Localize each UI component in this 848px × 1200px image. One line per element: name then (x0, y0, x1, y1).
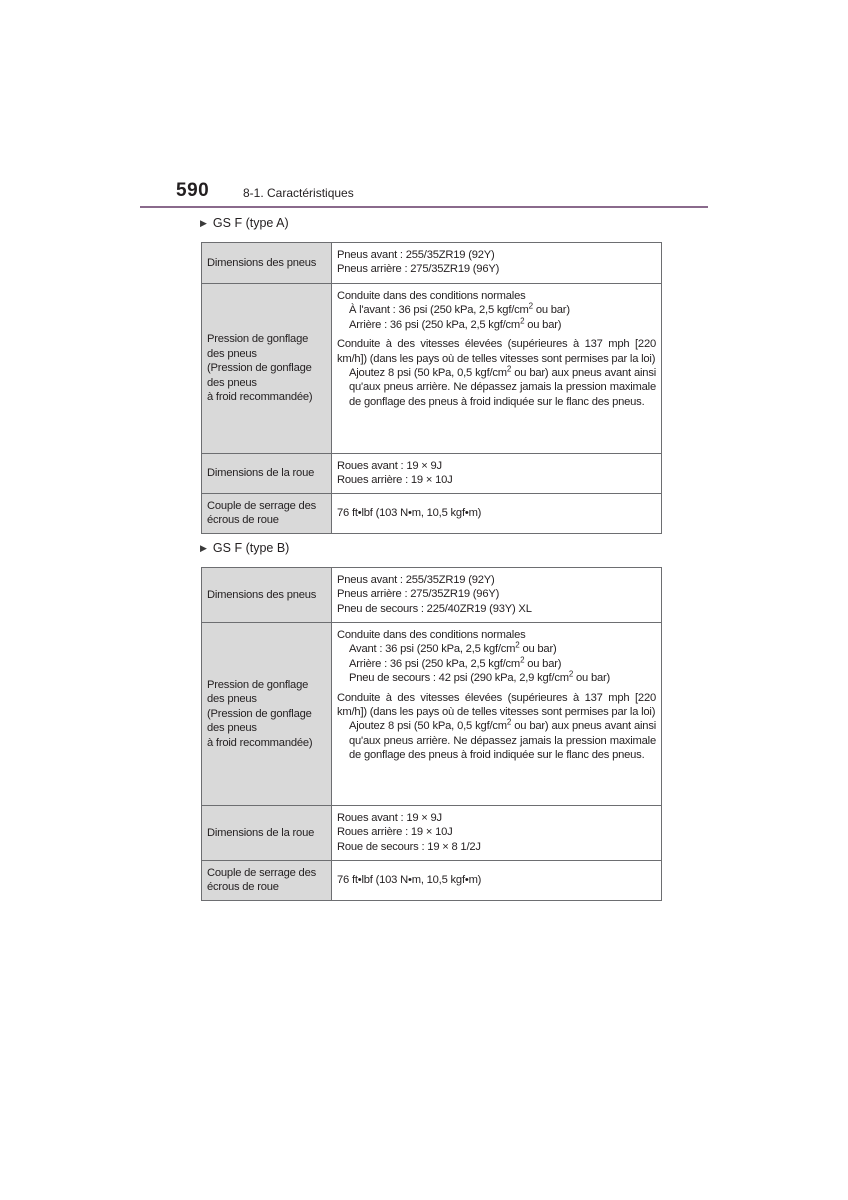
row-value-lug-nut-torque: 76 ft•lbf (103 N•m, 10,5 kgf•m) (332, 494, 662, 534)
table-row (202, 284, 662, 454)
row-label-tire-pressure (202, 284, 332, 454)
row-value-lug-nut-torque: 76 ft•lbf (103 N•m, 10,5 kgf•m) (332, 861, 662, 901)
section-heading-text: GS F (type B) (212, 541, 290, 555)
value-line: Pneus avant : 255/35ZR19 (92Y) (337, 574, 495, 586)
label-line: Pression de gonflage des pneus (207, 678, 309, 706)
pressure-spare: Pneu de secours : 42 psi (290 kPa, 2,9 kgf/$cm^2$ ou bar) (349, 669, 611, 685)
value-line: Roues arrière : 19 × 10J (337, 474, 453, 487)
table-row (202, 623, 662, 806)
high-speed-title: Conduite à des vitesses élevées (supérieures à 137 mph [220 km/h]) (dans les pays où de telles vitesses sont permises par la loi) (337, 338, 656, 365)
row-value-tire-pressure (332, 284, 662, 454)
label-line: Pression de gonflage des pneus (207, 333, 309, 360)
row-label-wheel-dimensions: Dimensions de la roue (202, 806, 332, 861)
table-row (202, 454, 662, 494)
label-line: (Pression de gonflage des pneus (207, 707, 312, 735)
value-line: Roues arrière : 19 × 10J (337, 826, 453, 839)
bullet-arrow-icon: ▶ (200, 217, 207, 228)
high-speed-title: Conduite à des vitesses élevées (supérieures à 137 mph [220 km/h]) (dans les pays où de telles vitesses sont permises par la loi) (337, 691, 656, 719)
row-value-tire-pressure (332, 623, 662, 806)
row-value-tire-dimensions (332, 568, 662, 623)
value-line: Roues avant : 19 × 9J (337, 812, 442, 824)
page-number: 590 (176, 180, 210, 201)
row-label-wheel-dimensions: Dimensions de la roue (202, 454, 332, 494)
table-row (202, 806, 662, 861)
value-line: Pneus arrière : 275/35ZR19 (96Y) (337, 263, 500, 276)
value-line: Pneus arrière : 275/35ZR19 (96Y) (337, 588, 500, 601)
high-speed-instruction: Ajoutez 8 psi (50 kPa, 0,5 kgf/$cm^2$ ou bar) aux pneus avant ainsi qu'aux pneus arrière. Ne dépassez jamais la pression maximale de gonflage des pneus à froid indiquée sur le flanc des pneus. (349, 717, 656, 762)
label-line: à froid recommandée) (207, 391, 313, 404)
value-line: Roue de secours : 19 × 8 1/2J (337, 840, 481, 853)
value-line: Pneu de secours : 225/40ZR19 (93Y) XL (337, 602, 532, 615)
label-line: à froid recommandée) (207, 736, 313, 749)
high-speed-instruction: Ajoutez 8 psi (50 kPa, 0,5 kgf/$cm^2$ ou bar) aux pneus avant ainsi qu'aux pneus arrière. Ne dépassez jamais la pression maximale de gonflage des pneus à froid indiquée sur le flanc des pneus. (349, 364, 656, 408)
normal-driving-title: Conduite dans des conditions normales (337, 629, 526, 641)
section-heading-type-a (200, 216, 289, 230)
table-row (202, 861, 662, 901)
row-value-wheel-dimensions (332, 454, 662, 494)
row-label-tire-dimensions: Dimensions des pneus (202, 243, 332, 284)
pressure-front: À l'avant : 36 psi (250 kPa, 2,5 kgf/$cm^2$ ou bar) (349, 301, 570, 317)
spec-table-type-a (201, 242, 662, 534)
table-row (202, 494, 662, 534)
chapter-title: 8-1. Caractéristiques (243, 186, 354, 200)
pressure-rear: Arrière : 36 psi (250 kPa, 2,5 kgf/$cm^2$ ou bar) (349, 316, 562, 331)
spec-table-type-b (201, 567, 662, 901)
row-value-tire-dimensions (332, 243, 662, 284)
section-heading-text: GS F (type A) (212, 216, 289, 230)
normal-driving-title: Conduite dans des conditions normales (337, 290, 526, 302)
table-row (202, 243, 662, 284)
bullet-arrow-icon: ▶ (200, 542, 207, 553)
row-value-wheel-dimensions (332, 806, 662, 861)
row-label-lug-nut-torque: Couple de serrage des écrous de roue (202, 494, 332, 534)
row-label-tire-pressure (202, 623, 332, 806)
row-label-tire-dimensions: Dimensions des pneus (202, 568, 332, 623)
table-row (202, 568, 662, 623)
row-label-lug-nut-torque: Couple de serrage des écrous de roue (202, 861, 332, 901)
pressure-rear: Arrière : 36 psi (250 kPa, 2,5 kgf/$cm^2$ ou bar) (349, 655, 562, 670)
pressure-front: Avant : 36 psi (250 kPa, 2,5 kgf/$cm^2$ ou bar) (349, 640, 557, 656)
header-rule (140, 206, 708, 208)
section-heading-type-b (200, 541, 289, 555)
value-line: Pneus avant : 255/35ZR19 (92Y) (337, 249, 495, 261)
value-line: Roues avant : 19 × 9J (337, 460, 442, 472)
label-line: (Pression de gonflage des pneus (207, 362, 312, 389)
